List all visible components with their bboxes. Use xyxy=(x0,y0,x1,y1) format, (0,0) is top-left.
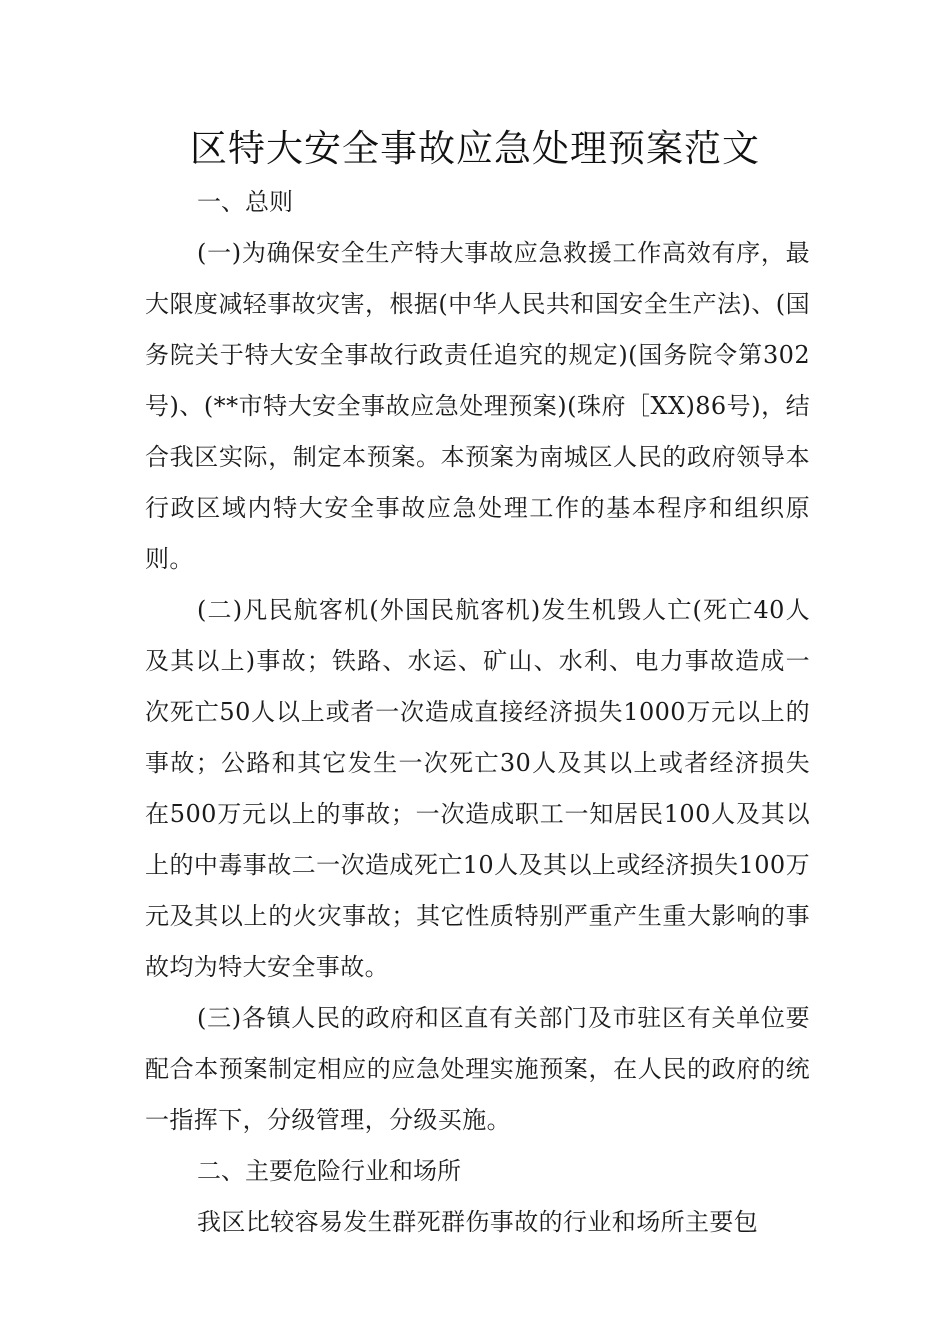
document-body xyxy=(145,177,810,1248)
paragraph-purpose: (一)为确保安全生产特大事故应急救援工作高效有序，最大限度减轻事故灾害，根据(中华人民共和国安全生产法)、(国务院关于特大安全事故行政责任追究的规定)(国务院令第302号)、(**市特大安全事故应急处理预案)(珠府［XX)86号)，结合我区实际，制定本预案。本预案为南城区人民的政府领导本行政区域内特大安全事故应急处理工作的基本程序和组织原则。 xyxy=(145,239,810,573)
section-heading-risk-industries: 二、主要危险行业和场所 xyxy=(197,1157,461,1185)
document-title: 区特大安全事故应急处理预案范文 xyxy=(190,127,760,170)
section-heading-general: 一、总则 xyxy=(197,188,293,216)
paragraph-implementation: (三)各镇人民的政府和区直有关部门及市驻区有关单位要配合本预案制定相应的应急处理实施预案，在人民的政府的统一指挥下，分级管理，分级买施。 xyxy=(145,1004,810,1134)
paragraph-accident-definition: (二)凡民航客机(外国民航客机)发生机毁人亡(死亡40人及其以上)事故；铁路、水运、矿山、水利、电力事故造成一次死亡50人以上或者一次造成直接经济损失1000万元以上的事故；公路和其它发生一次死亡30人及其以上或者经济损失在500万元以上的事故；一次造成职工一知居民100人及其以上的中毒事故二一次造成死亡10人及其以上或经济损失100万元及其以上的火灾事故；其它性质特别严重产生重大影响的事故均为特大安全事故。 xyxy=(145,596,810,981)
paragraph-risk-industries: 我区比较容易发生群死群伤事故的行业和场所主要包 xyxy=(197,1208,759,1236)
